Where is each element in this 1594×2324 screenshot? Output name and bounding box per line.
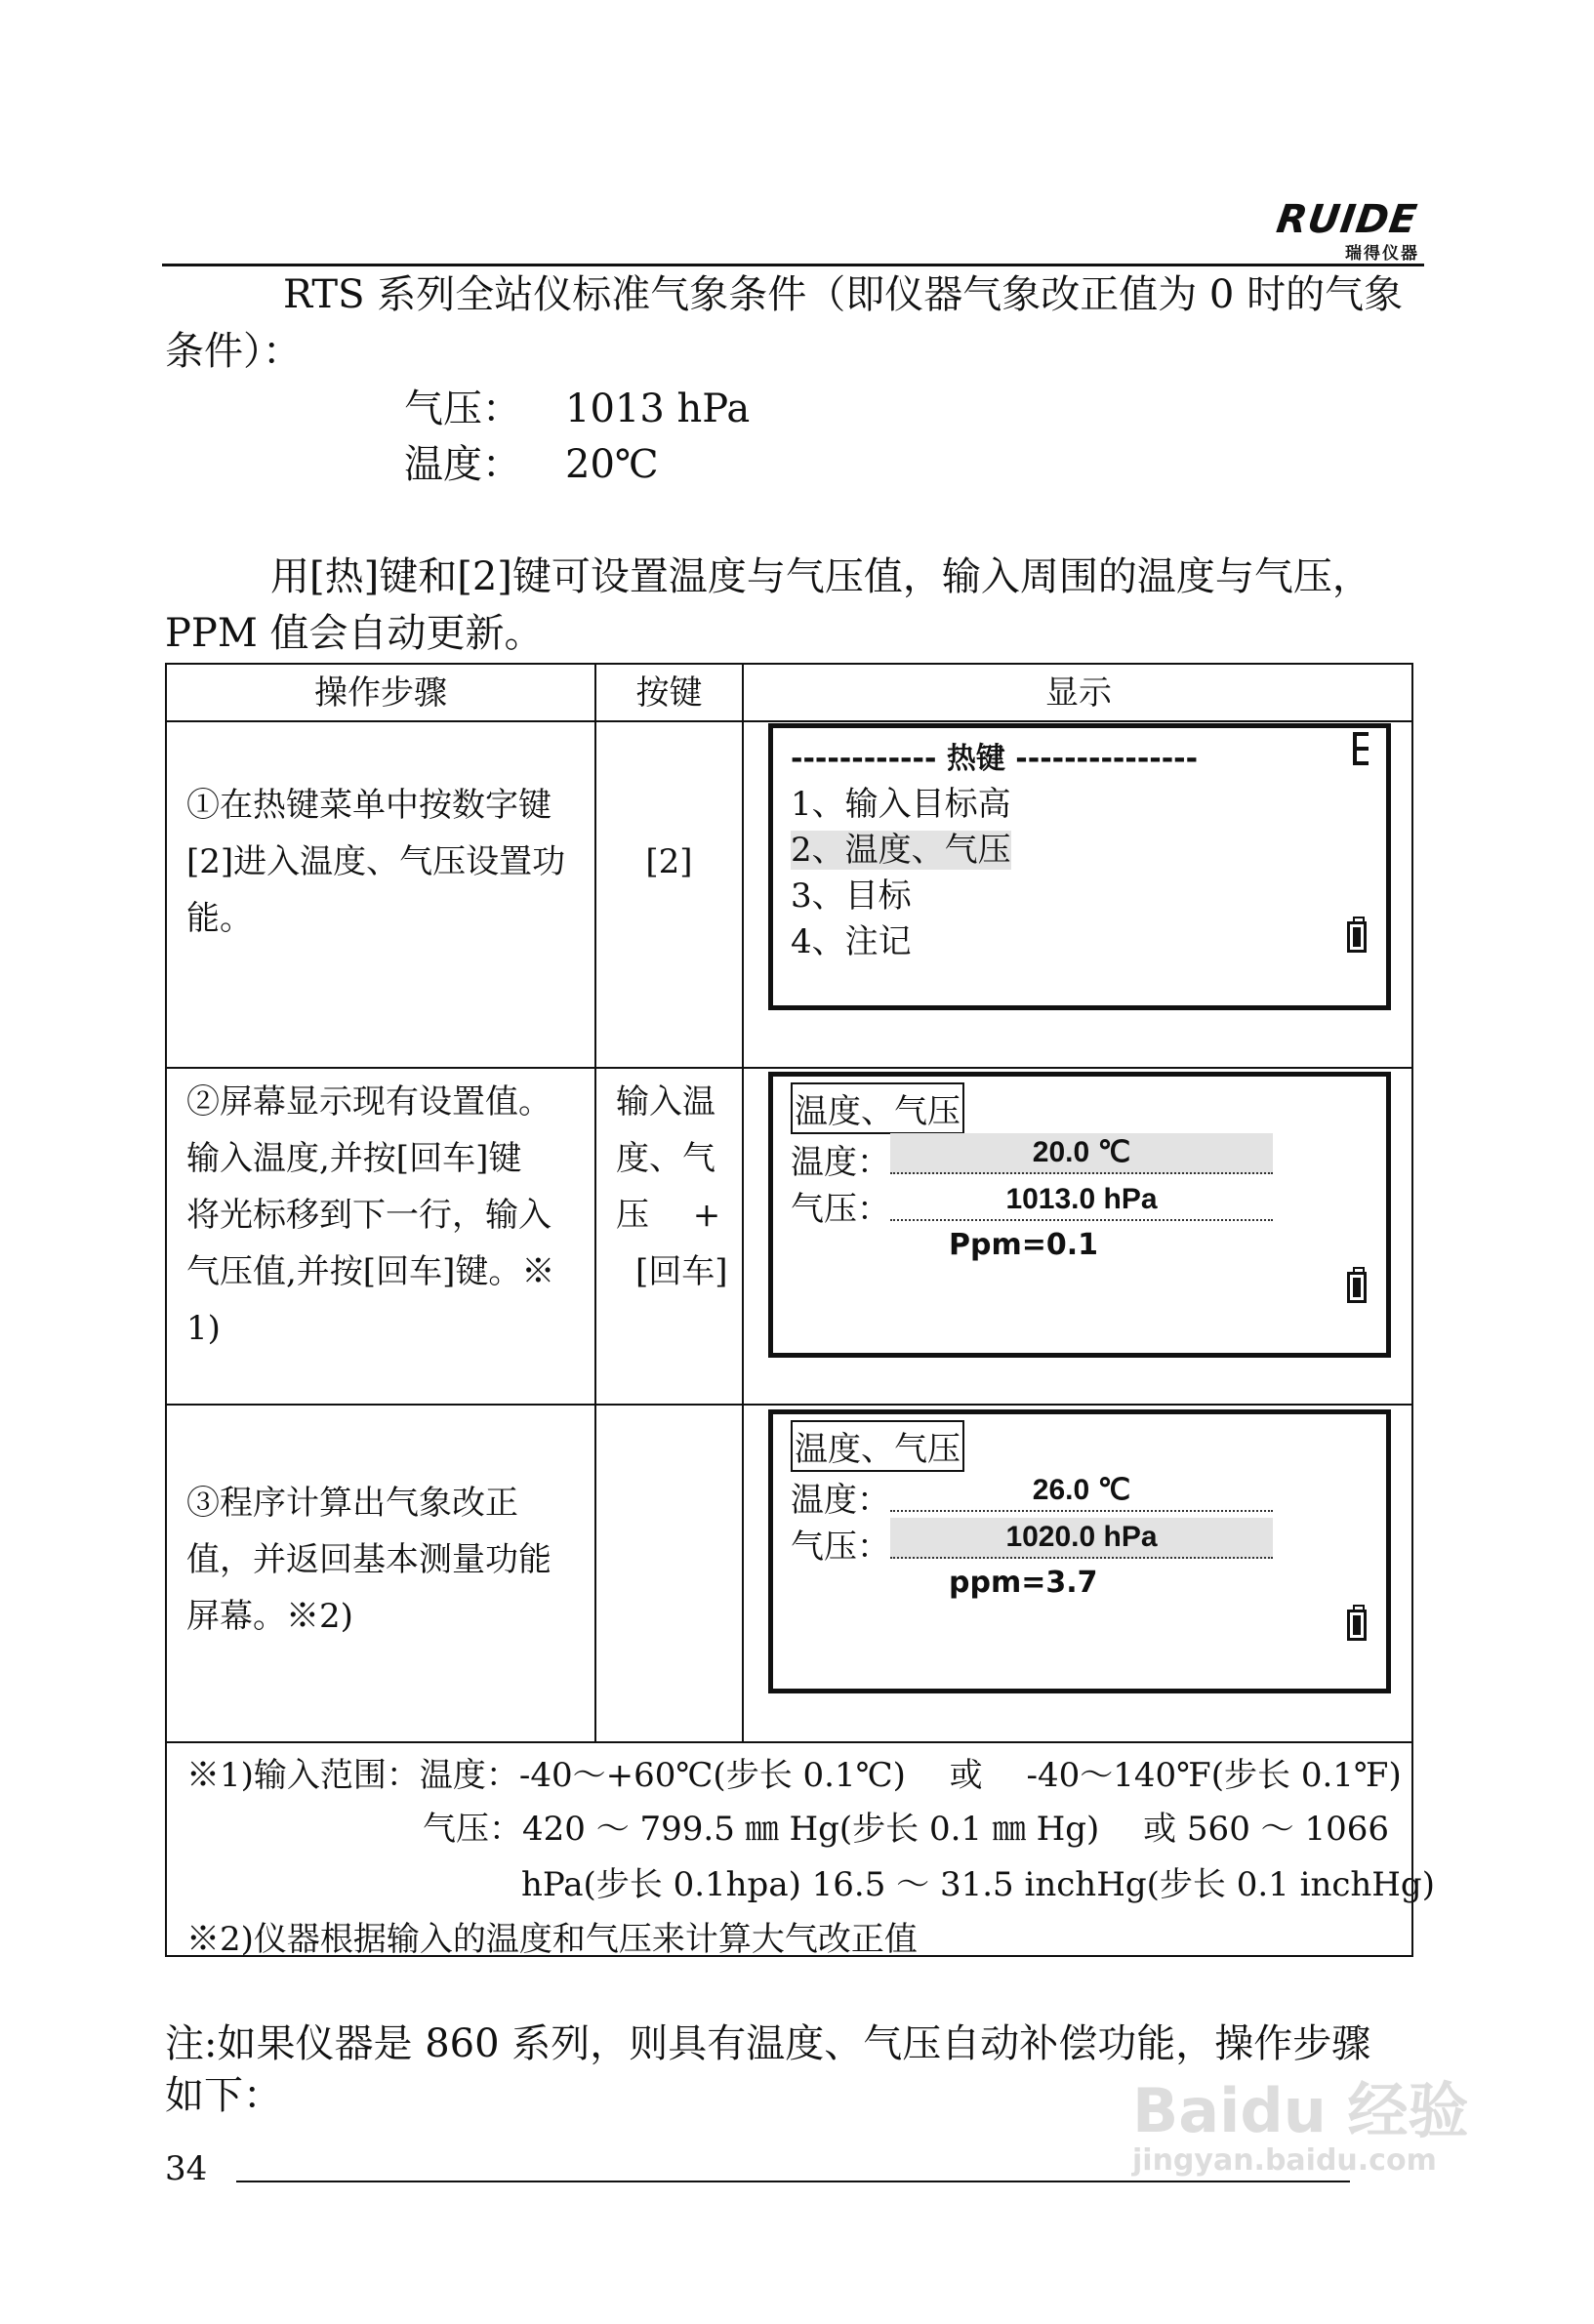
header-display: 显示: [1045, 673, 1112, 713]
key-2: [616, 1074, 728, 1300]
logo-brand: RUIDE: [1273, 197, 1421, 242]
menu-item-4[interactable]: 4、注记: [791, 922, 912, 961]
col-divider: [594, 665, 596, 1743]
pressure-label: 气压：: [791, 1190, 890, 1229]
header-rule: [162, 264, 1424, 266]
menu-item-1[interactable]: 1、输入目标高: [791, 785, 1011, 824]
col-divider: [742, 665, 744, 1743]
header-steps: 操作步骤: [314, 673, 447, 713]
header-keys: 按键: [635, 673, 703, 713]
std-temp-label: 温度：: [404, 442, 521, 487]
key-text: 输入温: [616, 1082, 715, 1121]
step-text: ③程序计算出气象改正: [186, 1484, 518, 1523]
step-text: 将光标移到下一行，输入: [186, 1196, 552, 1235]
note-1-line-2: 气压：420 ～ 799.5 ㎜ Hg(步长 0.1 ㎜ Hg) 或 560 ～ 1066: [423, 1810, 1389, 1849]
step-3: [186, 1475, 552, 1645]
footnote-line-2: 如下：: [165, 2073, 282, 2118]
watermark-url: jingyan.baidu.com: [1132, 2143, 1437, 2178]
procedure-table: [165, 663, 1435, 1959]
step-2: [186, 1074, 554, 1357]
key-text: 压 +: [616, 1196, 721, 1235]
step-text: 气压值,并按[回车]键。※: [186, 1252, 555, 1291]
step-text: 1): [186, 1309, 221, 1348]
key-text: 度、气: [616, 1139, 715, 1178]
page-number: 34: [165, 2149, 208, 2188]
footnote-line-1: 注:如果仪器是 860 系列，则具有温度、气压自动补偿功能，操作步骤: [165, 2021, 1371, 2066]
step-1: [186, 777, 565, 947]
para2-line-1: 用[热]键和[2]键可设置温度与气压值，输入周围的温度与气压，: [270, 554, 1371, 599]
menu-item-2[interactable]: [791, 823, 1011, 871]
intro-line-2: 条件）：: [165, 329, 302, 374]
std-temp-value: 20℃: [565, 442, 659, 487]
std-pressure-label: 气压：: [404, 387, 521, 431]
key-text: [回车]: [635, 1252, 728, 1291]
temp-input[interactable]: 20.0 ℃: [890, 1133, 1273, 1174]
note-1-line-1: ※1)输入范围：温度：-40～+60℃(步长 0.1℃) 或 -40～140℉(步长 0.1℉): [186, 1756, 1402, 1795]
ppm-readout: ppm=3.7: [949, 1566, 1098, 1600]
note-1-line-3: hPa(步长 0.1hpa) 16.5 ～ 31.5 inchHg(步长 0.1 inchHg): [521, 1865, 1435, 1904]
screen-title: 温度、气压: [791, 1420, 964, 1472]
step-text: 输入温度,并按[回车]键: [186, 1139, 522, 1178]
baidu-watermark: [1132, 2075, 1469, 2178]
step-text: [2]进入温度、气压设置功: [186, 842, 566, 881]
row-divider: [167, 1741, 1411, 1743]
std-pressure-value: 1013 hPa: [565, 387, 751, 431]
intro-line-1: RTS 系列全站仪标准气象条件（即仪器气象改正值为 0 时的气象: [283, 272, 1404, 317]
screen-hotkey-menu: [768, 723, 1391, 1010]
temp-label: 温度：: [791, 1481, 890, 1520]
screen-title: 温度、气压: [791, 1082, 964, 1134]
menu-item-2-label: 2、温度、气压: [791, 831, 1011, 870]
ruide-logo: [1269, 197, 1425, 264]
battery-icon: [1347, 1272, 1367, 1303]
row-divider: [167, 1404, 1411, 1406]
para2-line-2: PPM 值会自动更新。: [165, 611, 544, 656]
screen-temp-pressure-result: [768, 1409, 1391, 1693]
note-2: ※2)仪器根据输入的温度和气压来计算大气改正值: [186, 1920, 918, 1959]
battery-icon: [1347, 1610, 1367, 1641]
step-text: ②屏幕显示现有设置值。: [186, 1082, 552, 1121]
screen-temp-pressure: [768, 1072, 1391, 1358]
menu-scroll-icon: [1353, 732, 1369, 765]
screen-title: ------------ 热键 ---------------: [791, 742, 1199, 776]
pressure-label: 气压：: [791, 1528, 890, 1567]
watermark-brand: Baidu 经验: [1132, 2075, 1469, 2146]
battery-icon: [1347, 921, 1367, 953]
logo-cn: 瑞得仪器: [1345, 244, 1419, 264]
step-text: 值，并返回基本测量功能: [186, 1540, 552, 1579]
menu-item-3[interactable]: 3、目标: [791, 877, 912, 916]
footer-rule: [236, 2181, 1350, 2182]
step-text: 屏幕。※2): [186, 1597, 353, 1636]
row-divider: [167, 1067, 1411, 1069]
step-text: ①在热键菜单中按数字键: [186, 786, 552, 825]
ppm-readout: Ppm=0.1: [949, 1228, 1099, 1262]
step-text: 能。: [186, 899, 253, 938]
temp-label: 温度：: [791, 1143, 890, 1182]
pressure-input[interactable]: 1020.0 hPa: [890, 1518, 1273, 1559]
pressure-input[interactable]: 1013.0 hPa: [890, 1180, 1273, 1221]
temp-input[interactable]: 26.0 ℃: [890, 1471, 1273, 1512]
key-1: [2]: [645, 842, 693, 881]
